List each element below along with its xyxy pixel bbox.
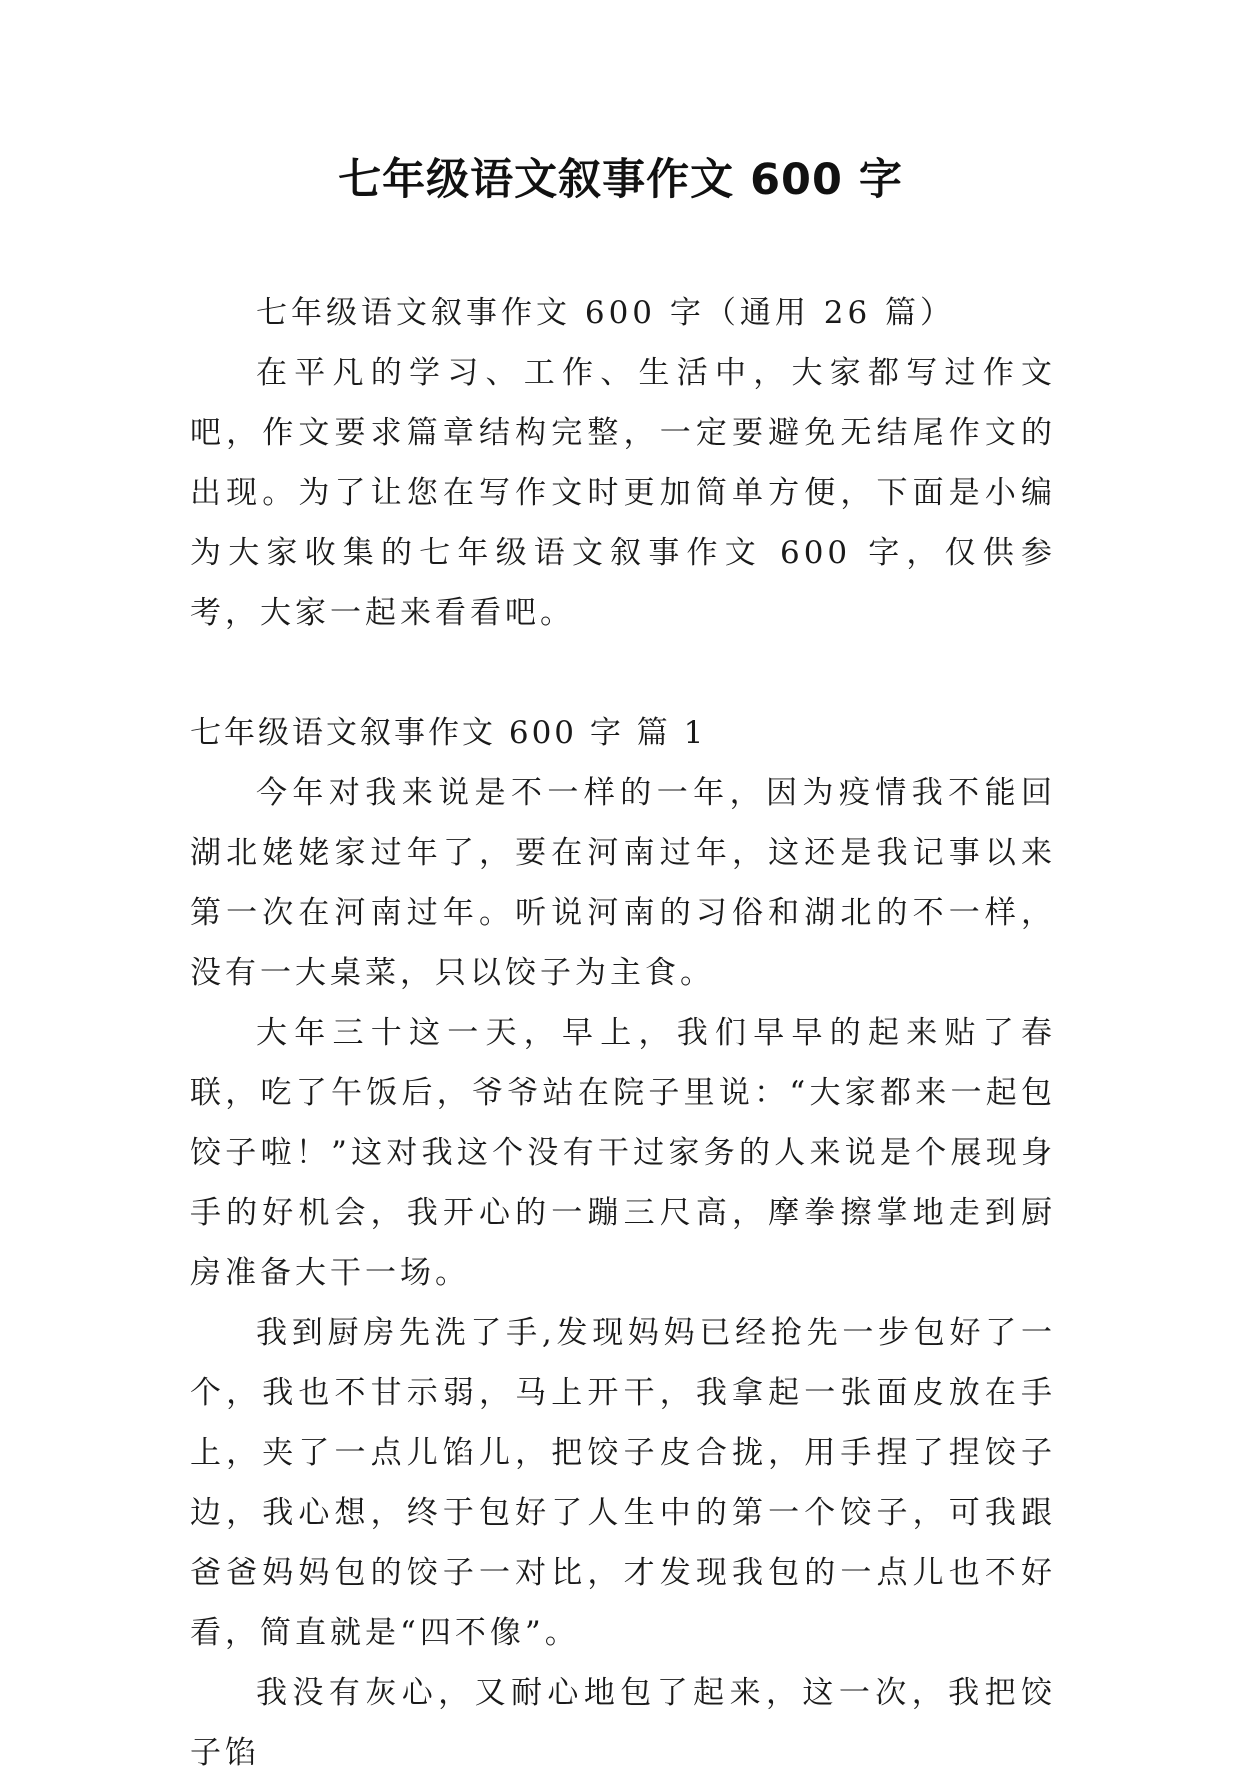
body-paragraph: 我到厨房先洗了手,发现妈妈已经抢先一步包好了一个，我也不甘示弱，马上开干，我拿起一张面皮放在手上，夹了一点儿馅儿，把饺子皮合拢，用手捏了捏饺子边，我心想，终于包好了人生中的第一个饺子，可我跟爸爸妈妈包的饺子一对比，才发现我包的一点儿也不好看，简直就是“四不像”。 bbox=[190, 1315, 1056, 1651]
body-paragraph: 我没有灰心，又耐心地包了起来，这一次，我把饺子馅 bbox=[190, 1675, 1056, 1771]
body-paragraph: 大年三十这一天，早上，我们早早的起来贴了春联，吃了午饭后，爷爷站在院子里说：“大家都来一起包饺子啦！”这对我这个没有干过家务的人来说是个展现身手的好机会，我开心的一蹦三尺高，摩拳擦掌地走到厨房准备大干一场。 bbox=[190, 1015, 1056, 1291]
document-body bbox=[190, 283, 1056, 1783]
intro-paragraph: 在平凡的学习、工作、生活中，大家都写过作文吧，作文要求篇章结构完整，一定要避免无结尾作文的出现。为了让您在写作文时更加简单方便，下面是小编为大家收集的七年级语文叙事作文 600 字，仅供参考，大家一起来看看吧。 bbox=[190, 355, 1056, 631]
document-subtitle: 七年级语文叙事作文 600 字（通用 26 篇） bbox=[256, 295, 956, 331]
section-heading: 七年级语文叙事作文 600 字 篇 1 bbox=[190, 715, 707, 751]
document-title: 七年级语文叙事作文 600 字 bbox=[338, 155, 903, 205]
body-paragraph: 今年对我来说是不一样的一年，因为疫情我不能回湖北姥姥家过年了，要在河南过年，这还是我记事以来第一次在河南过年。听说河南的习俗和湖北的不一样，没有一大桌菜，只以饺子为主食。 bbox=[190, 775, 1056, 991]
